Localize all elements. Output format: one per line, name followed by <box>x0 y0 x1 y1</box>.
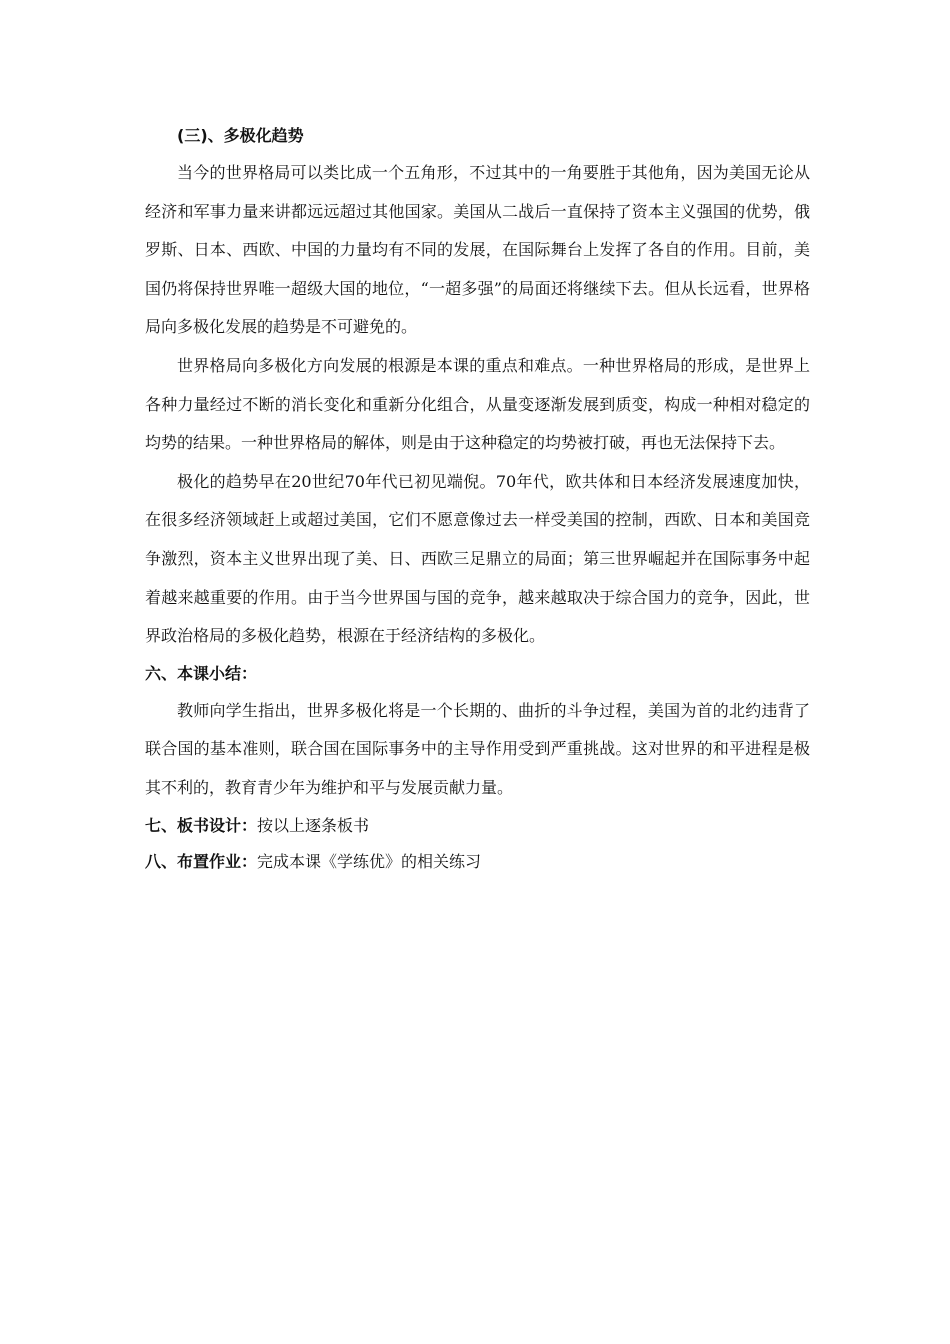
section-three-paragraph-2: 世界格局向多极化方向发展的根源是本课的重点和难点。一种世界格局的形成，是世界上各种力量经过不断的消长变化和重新分化组合，从量变逐渐发展到质变，构成一种相对稳定的均势的结果。一种世界格局的解体，则是由于这种稳定的均势被打破，再也无法保持下去。 <box>145 355 810 453</box>
section-three-paragraph-3: 极化的趋势早在20世纪70年代已初见端倪。70年代，欧共体和日本经济发展速度加快，在很多经济领域赶上或超过美国，它们不愿意像过去一样受美国的控制，西欧、日本和美国竞争激烈，资本主义世界出现了美、日、西欧三足鼎立的局面；第三世界崛起并在国际事务中起着越来越重要的作用。由于当今世界国与国的竞争，越来越取决于综合国力的竞争，因此，世界政治格局的多极化趋势，根源在于经济结构的多极化。 <box>145 471 810 646</box>
section-seven-text: 按以上逐条板书 <box>257 815 370 835</box>
section-seven-row <box>145 808 810 844</box>
section-eight-label: 八、布置作业： <box>145 851 258 871</box>
section-seven-label: 七、板书设计： <box>145 815 258 835</box>
section-eight-row <box>145 844 810 880</box>
section-eight-text: 完成本课《学练优》的相关练习 <box>257 851 482 871</box>
section-three-heading: (三)、多极化趋势 <box>177 126 304 145</box>
document-page <box>145 118 810 880</box>
section-six-heading: 六、本课小结： <box>145 663 258 683</box>
section-six-paragraph: 教师向学生指出，世界多极化将是一个长期的、曲折的斗争过程，美国为首的北约违背了联合国的基本准则，联合国在国际事务中的主导作用受到严重挑战。这对世界的和平进程是极其不利的，教育青少年为维护和平与发展贡献力量。 <box>145 700 810 797</box>
section-three-paragraph-1: 当今的世界格局可以类比成一个五角形，不过其中的一角要胜于其他角，因为美国无论从经济和军事力量来讲都远远超过其他国家。美国从二战后一直保持了资本主义强国的优势，俄罗斯、日本、西欧、中国的力量均有不同的发展，在国际舞台上发挥了各自的作用。目前，美国仍将保持世界唯一超级大国的地位，“一超多强”的局面还将继续下去。但从长远看，世界格局向多极化发展的趋势是不可避免的。 <box>145 163 810 337</box>
